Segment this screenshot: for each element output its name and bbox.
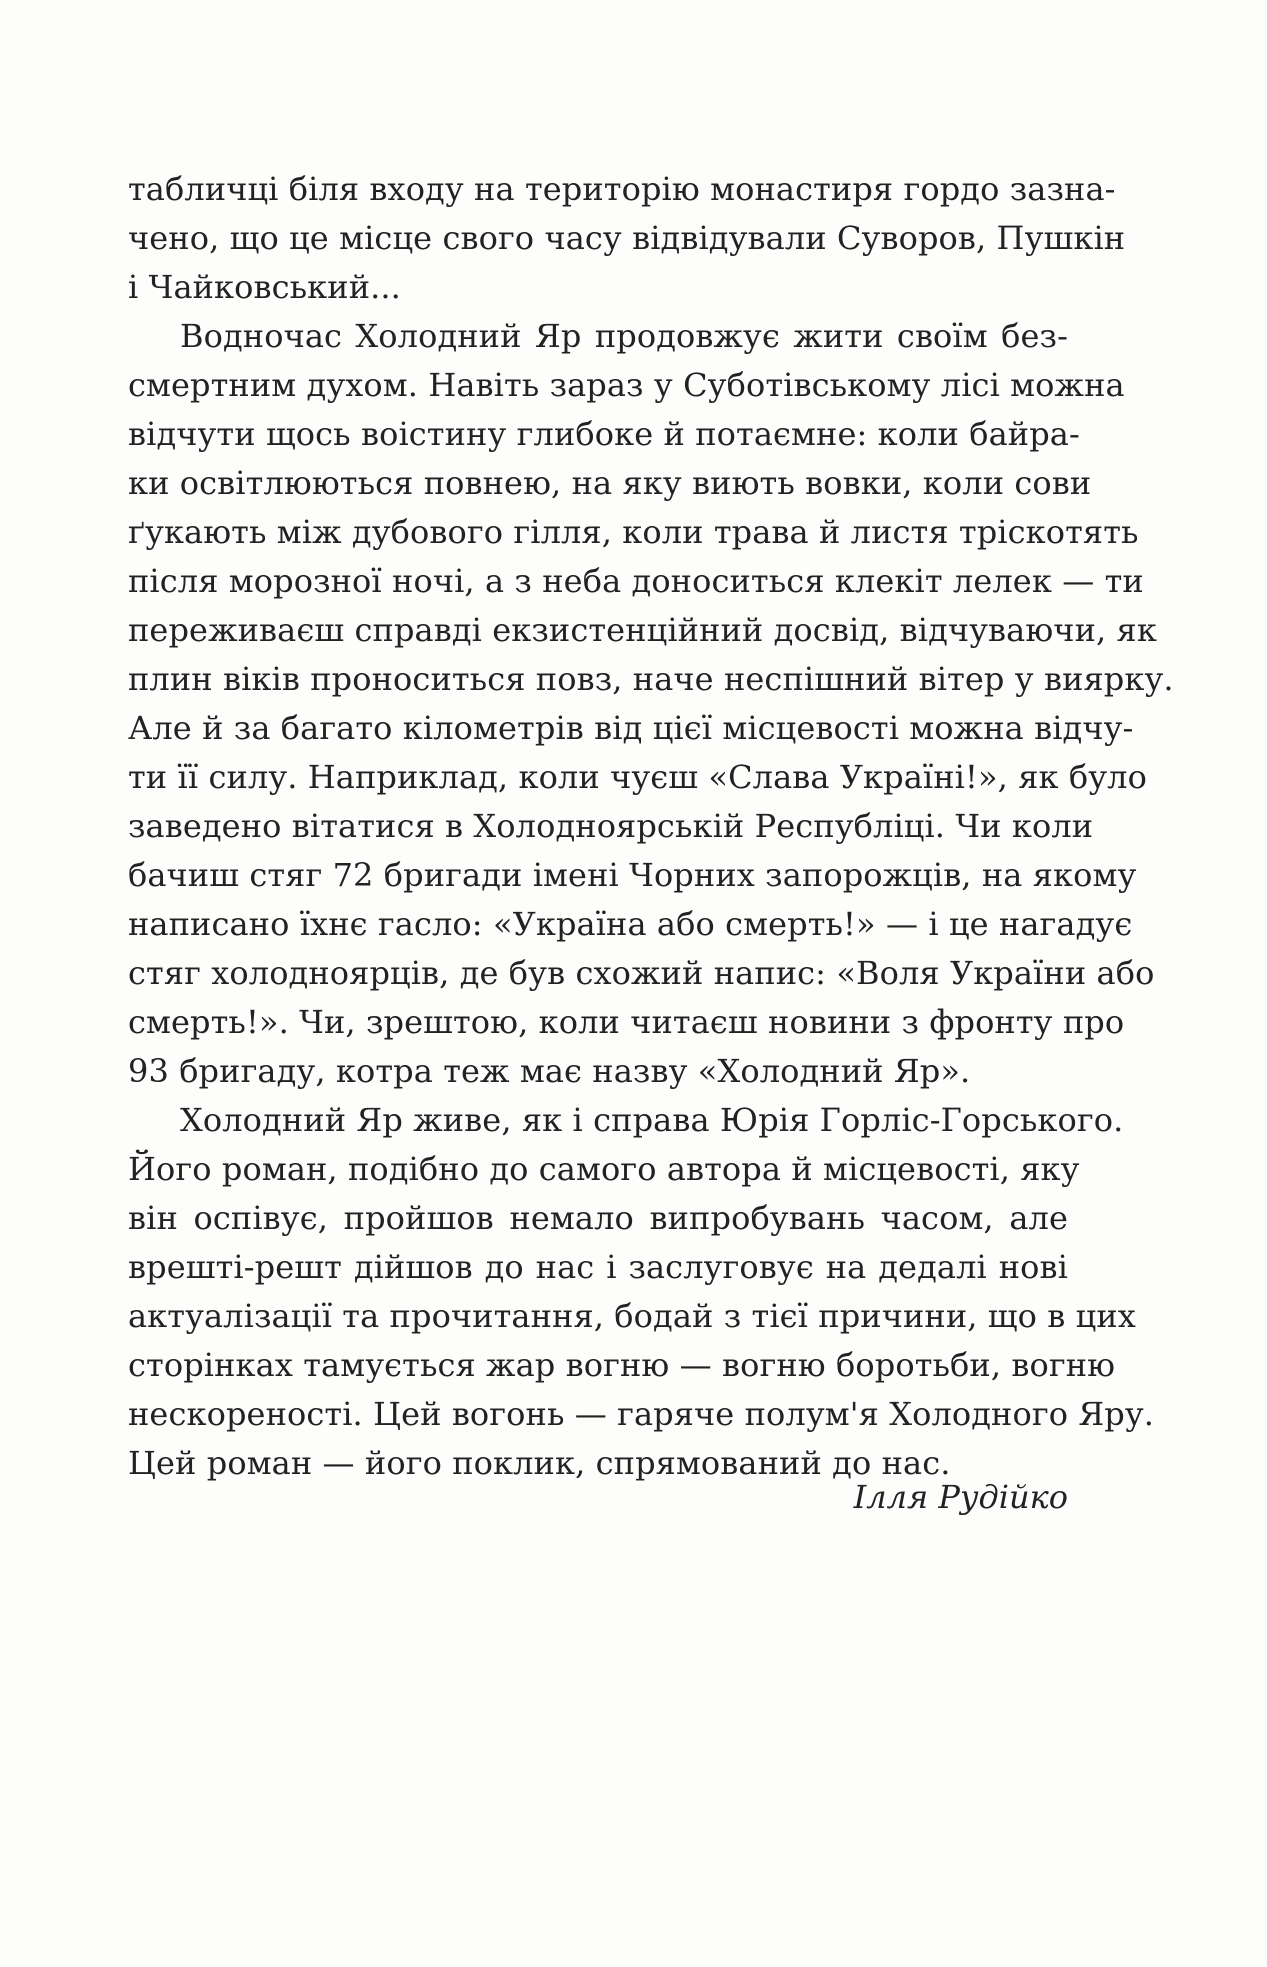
text-line: смерть!». Чи, зрештою, коли читаєш новини з фронту про (128, 1003, 1125, 1041)
text-line: Але й за багато кілометрів від цієї місцевості можна відчу- (128, 709, 1134, 747)
text-line: ки освітлюються повнею, на яку виють вовки, коли сови (128, 464, 1092, 502)
text-line: і Чайковський... (128, 268, 401, 306)
text-line: відчути щось воістину глибоке й потаємне: коли байра- (128, 415, 1080, 453)
text-line: переживаєш справді екзистенційний досвід, відчуваючи, як (128, 611, 1157, 649)
text-line: врешті-решт дійшов до нас і заслуговує на дедалі нові (128, 1248, 1068, 1286)
text-line: чено, що це місце свого часу відвідували Суворов, Пушкін (128, 219, 1126, 257)
text-line: актуалізації та прочитання, бодай з тієї причини, що в цих (128, 1297, 1136, 1335)
text-line: смертним духом. Навіть зараз у Суботівському лісі можна (128, 366, 1125, 404)
text-line: бачиш стяг 72 бригади імені Чорних запорожців, на якому (128, 856, 1137, 894)
text-line: після морозної ночі, а з неба доноситься клекіт лелек — ти (128, 562, 1144, 600)
body-text (128, 165, 1174, 1488)
text-line: ти її силу. Наприклад, коли чуєш «Слава Україні!», як було (128, 758, 1147, 796)
text-line: сторінках тамується жар вогню — вогню боротьби, вогню (128, 1346, 1116, 1384)
text-line: Цей роман — його поклик, спрямований до нас. (128, 1444, 951, 1482)
text-line: Його роман, подібно до самого автора й місцевості, яку (128, 1150, 1080, 1188)
text-line: він оспівує, пройшов немало випробувань часом, але (128, 1199, 1068, 1237)
text-line: Водночас Холодний Яр продовжує жити своїм без- (180, 317, 1068, 355)
text-line: плин віків проноситься повз, наче неспішний вітер у виярку. (128, 660, 1174, 698)
text-line: ґукають між дубового гілля, коли трава й листя тріскотять (128, 513, 1139, 551)
text-line: табличці біля входу на територію монастиря гордо зазна- (128, 170, 1116, 208)
text-line: 93 бригаду, котра теж має назву «Холодний Яр». (128, 1052, 971, 1090)
text-line: Холодний Яр живе, як і справа Юрія Горліс-Горського. (180, 1101, 1124, 1139)
author-signature: Ілля Рудійко (853, 1478, 1068, 1516)
text-line: стяг холодноярців, де був схожий напис: «Воля України або (128, 954, 1155, 992)
text-line: нескореності. Цей вогонь — гаряче полум'я Холодного Яру. (128, 1395, 1155, 1433)
text-line: заведено вітатися в Холодноярській Республіці. Чи коли (128, 807, 1094, 845)
text-line: написано їхнє гасло: «Україна або смерть!» — і це нагадує (128, 905, 1133, 943)
